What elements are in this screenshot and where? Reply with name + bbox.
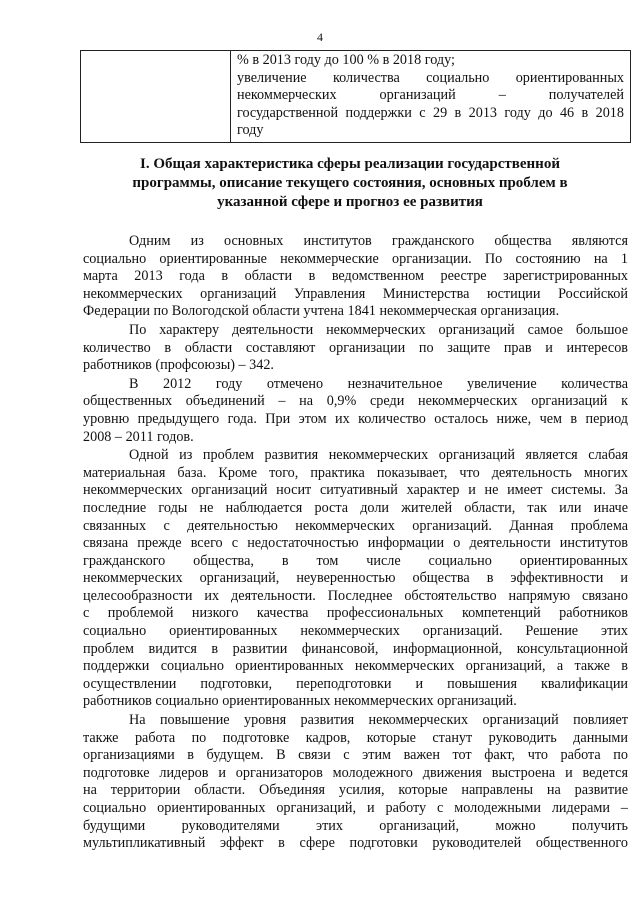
paragraph-line: некоммерческих организаций Управления Министерства юстиции Российской <box>83 285 628 302</box>
paragraph-line: В 2012 году отмечено незначительное увеличение количества <box>129 375 628 392</box>
paragraph-line: Одной из проблем развития некоммерческих организаций является слабая <box>129 447 628 464</box>
paragraph-line: последние годы не наблюдается роста доли жителей области, так или иначе <box>83 499 628 516</box>
paragraph-line: количество в области составляют организации по защите прав и интересов <box>83 339 628 356</box>
paragraph-line: проблем видится в развитии финансовой, информационной, консультационной <box>83 640 628 657</box>
paragraph-line: социально ориентированные некоммерческие организации. По состоянию на 1 <box>83 250 628 267</box>
paragraph-line: социально ориентированных некоммерческих организаций. Решение этих <box>83 623 628 640</box>
page-number: 4 <box>317 30 323 44</box>
table-row <box>81 51 631 143</box>
paragraph-line: уровню предыдущего года. При этом их количество осталось ниже, чем в период <box>83 410 628 427</box>
paragraph <box>83 376 628 446</box>
section-heading <box>120 155 580 212</box>
paragraph <box>83 447 628 711</box>
paragraph-line: поддержки социально ориентированных некоммерческих организаций, а также в <box>83 658 628 675</box>
table-line: % в 2013 году до 100 % в 2018 году; <box>237 52 455 68</box>
paragraph-line: на территории области. Объединяя усилия, которые направлены на развитие <box>83 782 628 799</box>
paragraph-line: Федерации по Вологодской области учтена 1841 некоммерческая организация. <box>83 303 560 320</box>
paragraph-line: с проблемой низкого качества профессиональных компетенций работников <box>83 605 628 622</box>
table-line: увеличение количества социально ориентированных <box>237 69 624 86</box>
program-table <box>80 50 631 143</box>
paragraph-line: 2008 – 2011 годов. <box>83 428 194 445</box>
body-text <box>83 233 628 854</box>
paragraph-line: некоммерческих организаций, неуверенностью общества в эффективности и <box>83 570 628 587</box>
table-line: государственной поддержки с 29 в 2013 году до 46 в 2018 <box>237 104 624 121</box>
paragraph-line: мультипликативный эффект в сфере подготовки руководителей общественного <box>83 835 628 852</box>
paragraph-line: некоммерческих организаций носит ситуативный характер и не имеет системы. За <box>83 482 628 499</box>
paragraph-line: будущими руководителями этих организаций, можно получить <box>83 817 628 834</box>
paragraph-line: По характеру деятельности некоммерческих организаций самое большое <box>129 321 628 338</box>
paragraph <box>83 712 628 853</box>
paragraph-line: подготовке лидеров и организаторов молодежного движения выстроена и ведется <box>83 764 628 781</box>
paragraph-line: социально ориентированных организаций, и работу с молодежными лидерами – <box>83 800 628 816</box>
heading-line: программы, описание текущего состояния, основных проблем в <box>132 175 568 191</box>
paragraph-line: Одним из основных институтов гражданского общества являются <box>129 233 628 249</box>
table-line: некоммерческих организаций – получателей <box>237 87 624 104</box>
heading-line: I. Общая характеристика сферы реализации государственной <box>140 156 560 172</box>
paragraph <box>83 233 628 321</box>
paragraph <box>83 322 628 375</box>
paragraph-line: организациями в будущем. В связи с этим важен тот факт, что работа по <box>83 747 628 764</box>
table-cell-empty <box>81 51 231 143</box>
paragraph-line: также работа по подготовке кадров, которые станут руководить данными <box>83 729 628 746</box>
paragraph-line: работников социально ориентированных некоммерческих организаций. <box>83 693 517 710</box>
paragraph-line: общественных объединений – на 0,9% среди некоммерческих организаций к <box>83 393 628 410</box>
paragraph-line: На повышение уровня развития некоммерческих организаций повлияет <box>129 712 628 729</box>
paragraph-line: связана прежде всего с недостаточностью информации о деятельности институтов <box>83 535 628 552</box>
paragraph-line: материальная база. Кроме того, практика показывает, что деятельность многих <box>83 464 628 481</box>
paragraph-line: работников (профсоюзы) – 342. <box>83 357 274 374</box>
table-line: году <box>237 122 264 139</box>
paragraph-line: осуществлении подготовки, переподготовки и повышения квалификации <box>83 675 628 692</box>
paragraph-line: марта 2013 года в области в ведомственном реестре зарегистрированных <box>83 268 628 285</box>
heading-line: указанной сфере и прогноз ее развития <box>217 194 483 210</box>
table-cell-text <box>231 51 631 143</box>
paragraph-line: гражданского общества, в том числе социально ориентированных <box>83 552 628 569</box>
paragraph-line: связанных с деятельностью некоммерческих организаций. Данная проблема <box>83 517 628 534</box>
paragraph-line: целесообразности их деятельности. Последнее обстоятельство напрямую связано <box>83 587 628 604</box>
